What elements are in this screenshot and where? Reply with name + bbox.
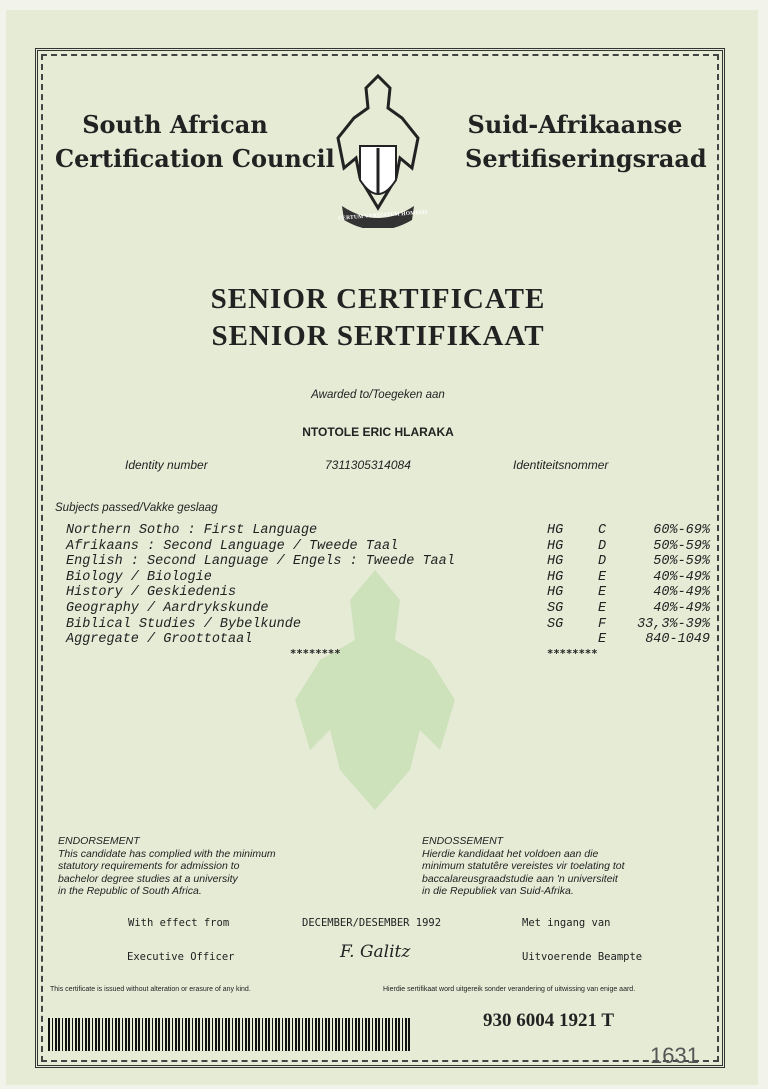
officer-signature: F. Galitz [340, 942, 411, 962]
subject-symbol: D [598, 554, 607, 570]
subject-row [66, 601, 710, 617]
barcode [48, 1018, 410, 1051]
subject-name: Northern Sotho : First Language [66, 523, 318, 538]
council-name-af-line1: Suid-Afrikaanse [467, 110, 683, 139]
title-en: SENIOR CERTIFICATE [210, 283, 546, 315]
subject-range: 60%-69% [653, 523, 710, 538]
council-name-af-line2: Sertifiseringsraad [465, 144, 707, 173]
subject-grade-level: HG [547, 569, 564, 585]
subject-range: 40%-49% [653, 569, 710, 585]
subject-symbol: E [598, 601, 607, 616]
subject-name: Geography / Aardrykskunde [66, 601, 269, 616]
subject-name: Aggregate / Groottotaal [66, 632, 253, 648]
council-name-en-line2: Certification Council [55, 144, 335, 173]
subject-symbol: E [598, 569, 607, 585]
endorsement-en [58, 835, 276, 898]
effect-label-en: With effect from [128, 917, 230, 929]
subject-range: 840-1049 [645, 632, 710, 648]
endorsement-line: Hierdie kandidaat het voldoen aan die [422, 847, 599, 860]
subject-symbol: E [598, 632, 607, 648]
subject-symbol: F [598, 616, 607, 632]
stamp-number: 1631 [650, 1043, 699, 1068]
effect-label-af: Met ingang van [522, 917, 611, 929]
subject-name: Biology / Biologie [66, 569, 212, 585]
subject-grade-level: HG [547, 523, 564, 538]
subject-grade-level: HG [547, 585, 564, 601]
council-name-af [465, 108, 707, 176]
title-af: SENIOR SERTIFIKAAT [211, 320, 545, 352]
council-name-en [55, 108, 335, 176]
subjects-header: Subjects passed/Vakke geslaag [55, 502, 218, 514]
candidate-name: NTOTOLE ERIC HLARAKA [302, 425, 454, 439]
subject-row [66, 570, 710, 586]
coat-of-arms-crest [330, 68, 426, 228]
subject-row [66, 585, 710, 601]
officer-label-af: Uitvoerende Beampte [522, 951, 643, 963]
subject-grade-level: SG [547, 616, 564, 632]
endorsement-line: in the Republic of South Africa. [58, 885, 202, 897]
endorsement-af [422, 835, 625, 898]
endorsement-line: This candidate has complied with the minimum [58, 847, 276, 860]
subject-range: 50%-59% [653, 538, 710, 554]
endorsement-line: baccalareusgraadstudie aan 'n universiteit [422, 872, 618, 885]
footer-note-en: This certificate is issued without alteration or erasure of any kind. [50, 986, 251, 993]
endorsement-title-en: ENDORSEMENT [58, 835, 140, 847]
subject-range: 40%-49% [653, 585, 710, 601]
subject-row [66, 632, 710, 648]
subject-grade-level: SG [547, 601, 564, 616]
identity-label-af: Identiteitsnommer [513, 458, 609, 472]
identity-label-en: Identity number [125, 458, 208, 472]
subject-range: 40%-49% [653, 601, 710, 616]
endorsement-line: minimum statutêre vereistes vir toelating tot [422, 860, 625, 872]
footer-note-af: Hierdie sertifikaat word uitgereik sonder verandering of uitwissing van enige aard. [383, 986, 636, 993]
identity-number: 7311305314084 [325, 458, 411, 472]
subject-range: 50%-59% [653, 554, 710, 570]
subject-row [66, 554, 710, 570]
endorsement-title-af: ENDOSSEMENT [422, 835, 504, 847]
subject-symbol: C [598, 523, 607, 538]
stars-right: ******** [547, 648, 598, 660]
subject-grade-level: HG [547, 538, 564, 554]
endorsement-line: statutory requirements for admission to [58, 860, 240, 872]
officer-label-en: Executive Officer [127, 951, 235, 963]
subject-row [66, 617, 710, 633]
subject-symbol: D [598, 538, 607, 554]
effect-date: DECEMBER/DESEMBER 1992 [302, 917, 442, 929]
crest-motto: CERTUM VERITATEM HOMINIS [337, 209, 428, 222]
stars-left: ******** [290, 648, 341, 660]
subject-name: Afrikaans : Second Language / Tweede Taal [66, 538, 399, 554]
subject-symbol: E [598, 585, 607, 601]
endorsement-line: bachelor degree studies at a university [58, 872, 238, 885]
awarded-label: Awarded to/Toegeken aan [311, 389, 445, 401]
subject-name: Biblical Studies / Bybelkunde [66, 616, 301, 632]
subject-name: English : Second Language / Engels : Tweede Taal [66, 554, 455, 570]
endorsement-line: in die Republiek van Suid-Afrika. [422, 885, 574, 897]
subject-grade-level: HG [547, 554, 564, 570]
subject-range: 33,3%-39% [637, 616, 710, 632]
subject-name: History / Geskiedenis [66, 585, 237, 601]
serial-number: 930 6004 1921 T [483, 1010, 615, 1031]
subject-row [66, 539, 710, 555]
subject-row [66, 523, 710, 539]
council-name-en-line1: South African [82, 110, 268, 139]
